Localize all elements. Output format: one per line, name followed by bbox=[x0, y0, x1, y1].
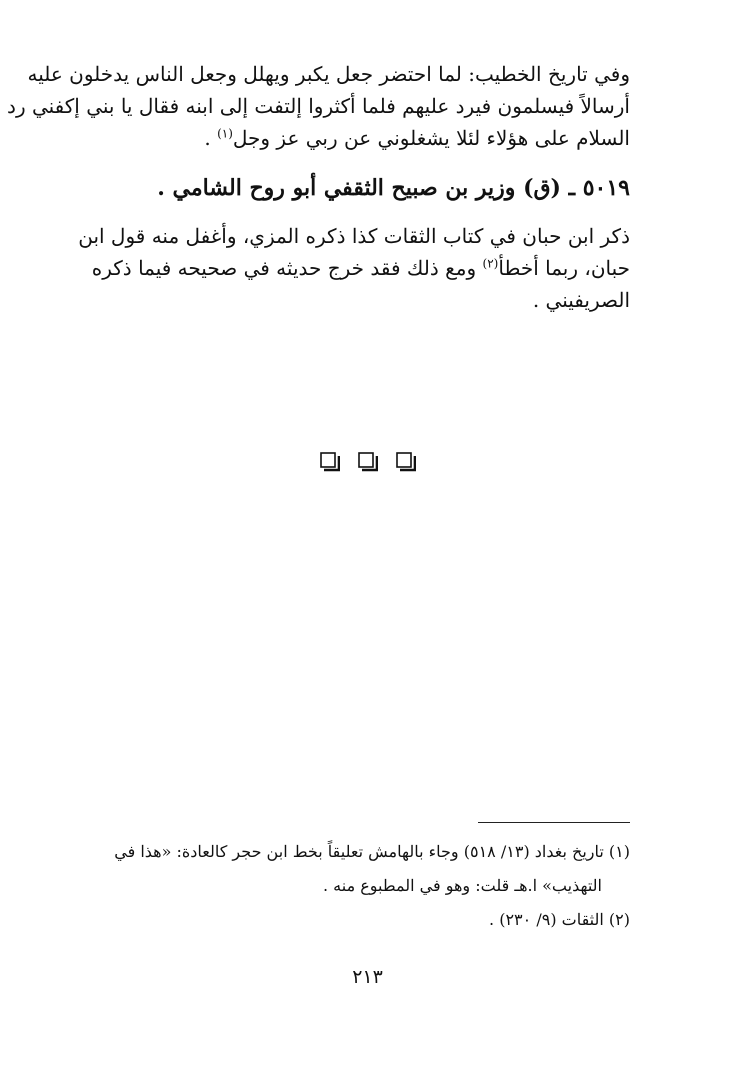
page-number: ٢١٣ bbox=[352, 966, 383, 988]
text-segment: السلام على هؤلاء لئلا يشغلوني عن ربي عز وجل bbox=[232, 126, 630, 150]
text-segment: ومع ذلك فقد خرج حديثه في صحيحه فيما ذكره bbox=[91, 256, 477, 280]
footnote-1-continuation: التهذيب» ا.هـ قلت: وهو في المطبوع منه . bbox=[323, 876, 602, 895]
text-line: ذكر ابن حبان في كتاب الثقات كذا ذكره المزي، وأغفل منه قول ابن bbox=[78, 224, 630, 248]
square-ornament-icon bbox=[396, 452, 416, 472]
square-ornament-icon bbox=[320, 452, 340, 472]
square-ornament-icon bbox=[358, 452, 378, 472]
sentence-end-period: . bbox=[204, 126, 211, 150]
entry-heading: ٥٠١٩ ـ (ق) وزير بن صبيح الثقفي أبو روح الشامي . bbox=[157, 175, 630, 201]
footnote-ref-2[interactable]: (٢) bbox=[482, 256, 499, 271]
footnote-1: (١) تاريخ بغداد (١٣/ ٥١٨) وجاء بالهامش تعليقاً بخط ابن حجر كالعادة: «هذا في bbox=[114, 842, 630, 861]
section-divider-ornaments bbox=[0, 452, 735, 472]
text-line: أرسالاً فيسلمون فيرد عليهم فلما أكثروا إلتفت إلى ابنه فقال يا بني إكفني رد bbox=[7, 94, 630, 118]
footnote-ref-1[interactable]: (١) bbox=[217, 126, 233, 141]
text-line bbox=[91, 252, 630, 284]
text-line: وفي تاريخ الخطيب: لما احتضر جعل يكبر ويهلل وجعل الناس يدخلون عليه bbox=[27, 62, 630, 86]
text-segment: حبان، ربما أخطأ bbox=[498, 256, 630, 280]
paragraph-entry-body bbox=[78, 220, 630, 316]
footnote-2: (٢) الثقات (٩/ ٢٣٠) . bbox=[489, 910, 630, 929]
paragraph-tarikh-al-khatib bbox=[7, 58, 630, 154]
text-line: الصريفيني . bbox=[532, 288, 630, 312]
text-line bbox=[105, 122, 630, 154]
footnote-separator bbox=[478, 822, 630, 823]
